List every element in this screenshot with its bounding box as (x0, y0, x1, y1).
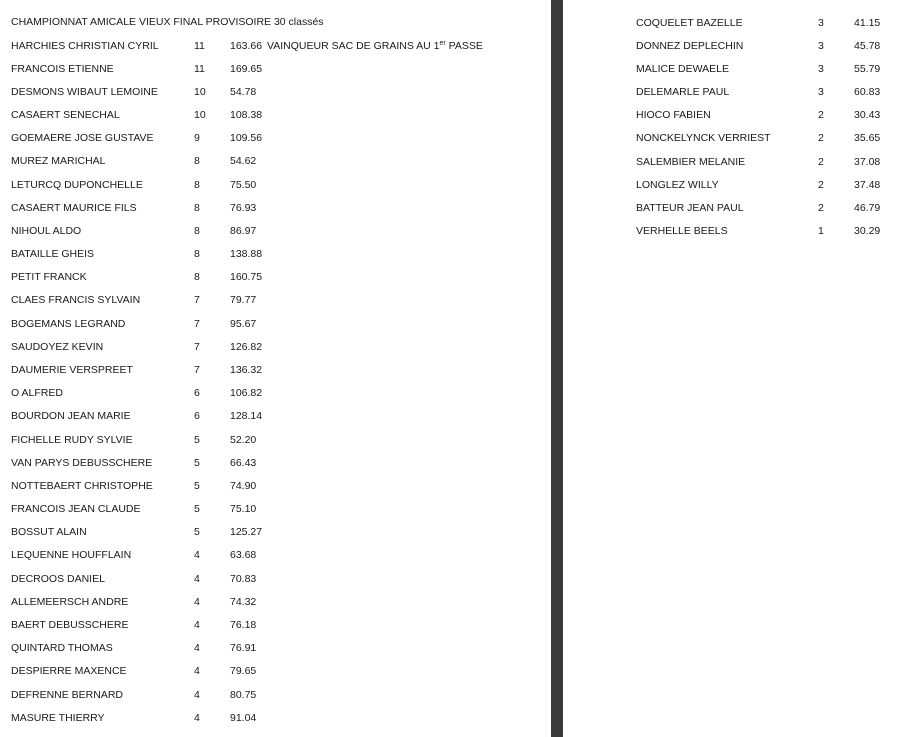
player-time: 63.68 (230, 549, 257, 561)
player-time: 70.83 (230, 573, 257, 585)
player-score: 8 (194, 271, 200, 283)
player-name: NONCKELYNCK VERRIEST (636, 132, 771, 144)
player-time: 37.08 (854, 156, 881, 168)
result-row (563, 201, 924, 215)
result-row (0, 433, 551, 447)
result-row (0, 131, 551, 145)
player-name: HARCHIES CHRISTIAN CYRIL (11, 40, 159, 52)
result-row (0, 502, 551, 516)
player-time: 54.62 (230, 155, 257, 167)
player-score: 8 (194, 225, 200, 237)
player-name: LONGLEZ WILLY (636, 179, 719, 191)
player-score: 6 (194, 387, 200, 399)
player-time: 74.90 (230, 480, 257, 492)
player-time: 37.48 (854, 179, 881, 191)
player-score: 10 (194, 86, 206, 98)
player-name: MUREZ MARICHAL (11, 155, 106, 167)
player-score: 4 (194, 689, 200, 701)
player-name: BOURDON JEAN MARIE (11, 410, 131, 422)
player-score: 4 (194, 665, 200, 677)
player-time: 52.20 (230, 434, 257, 446)
player-name: NIHOUL ALDO (11, 225, 82, 237)
player-name: BATAILLE GHEIS (11, 248, 95, 260)
result-row (0, 62, 551, 76)
player-name: DESPIERRE MAXENCE (11, 665, 127, 677)
player-time: 76.91 (230, 642, 257, 654)
player-score: 8 (194, 155, 200, 167)
player-score: 4 (194, 619, 200, 631)
result-row (0, 247, 551, 261)
result-row (563, 131, 924, 145)
player-time: 30.43 (854, 109, 881, 121)
player-time: 66.43 (230, 457, 257, 469)
player-name: QUINTARD THOMAS (11, 642, 113, 654)
player-name: DEFRENNE BERNARD (11, 689, 124, 701)
player-score: 5 (194, 503, 200, 515)
result-row (0, 711, 551, 725)
result-row (563, 108, 924, 122)
result-row (0, 595, 551, 609)
player-time: 55.79 (854, 63, 881, 75)
player-score: 3 (818, 63, 824, 75)
player-time: 35.65 (854, 132, 881, 144)
result-row (563, 16, 924, 30)
player-score: 4 (194, 573, 200, 585)
player-time: 41.15 (854, 17, 881, 29)
player-score: 5 (194, 526, 200, 538)
winner-note-superscript: er (439, 40, 446, 47)
player-name: O ALFRED (11, 387, 63, 399)
player-score: 3 (818, 86, 824, 98)
player-score: 2 (818, 132, 824, 144)
player-score: 4 (194, 712, 200, 724)
player-name: BAERT DEBUSSCHERE (11, 619, 129, 631)
player-name: FRANCOIS JEAN CLAUDE (11, 503, 141, 515)
player-name: FICHELLE RUDY SYLVIE (11, 434, 133, 446)
result-row (0, 270, 551, 284)
result-row (0, 363, 551, 377)
player-time: 45.78 (854, 40, 881, 52)
player-score: 10 (194, 109, 206, 121)
player-time: 76.18 (230, 619, 257, 631)
player-time: 79.65 (230, 665, 257, 677)
player-name: DELEMARLE PAUL (636, 86, 730, 98)
player-name: LEQUENNE HOUFFLAIN (11, 549, 132, 561)
result-row (0, 386, 551, 400)
player-score: 9 (194, 132, 200, 144)
player-score: 6 (194, 410, 200, 422)
player-score: 3 (818, 17, 824, 29)
right-page (563, 0, 924, 737)
result-row (0, 641, 551, 655)
player-name: COQUELET BAZELLE (636, 17, 743, 29)
result-row (0, 224, 551, 238)
player-name: MASURE THIERRY (11, 712, 105, 724)
result-row (563, 178, 924, 192)
player-time: 138.88 (230, 248, 263, 260)
result-row (0, 201, 551, 215)
player-score: 7 (194, 294, 200, 306)
player-name: GOEMAERE JOSE GUSTAVE (11, 132, 154, 144)
player-time: 75.10 (230, 503, 257, 515)
player-name: DAUMERIE VERSPREET (11, 364, 133, 376)
player-time: 126.82 (230, 341, 263, 353)
result-row (0, 154, 551, 168)
result-row (0, 39, 551, 53)
player-time: 86.97 (230, 225, 257, 237)
player-score: 5 (194, 480, 200, 492)
player-time: 106.82 (230, 387, 263, 399)
result-row (0, 618, 551, 632)
player-name: BATTEUR JEAN PAUL (636, 202, 744, 214)
player-time: 60.83 (854, 86, 881, 98)
result-row (563, 39, 924, 53)
result-row (0, 409, 551, 423)
winner-note-text: VAINQUEUR SAC DE GRAINS AU 1 (267, 40, 440, 52)
player-time: 169.65 (230, 63, 263, 75)
player-name: HIOCO FABIEN (636, 109, 711, 121)
player-score: 7 (194, 364, 200, 376)
player-name: BOSSUT ALAIN (11, 526, 87, 538)
player-score: 5 (194, 434, 200, 446)
player-score: 2 (818, 202, 824, 214)
player-name: NOTTEBAERT CHRISTOPHE (11, 480, 153, 492)
player-score: 3 (818, 40, 824, 52)
winner-note (267, 39, 483, 53)
result-row (0, 456, 551, 470)
result-row (0, 108, 551, 122)
player-time: 128.14 (230, 410, 263, 422)
player-name: FRANCOIS ETIENNE (11, 63, 114, 75)
document-title: CHAMPIONNAT AMICALE VIEUX FINAL PROVISOIRE 30 classés (11, 16, 324, 28)
player-score: 8 (194, 202, 200, 214)
player-name: CASAERT MAURICE FILS (11, 202, 137, 214)
player-time: 75.50 (230, 179, 257, 191)
winner-note-suffix: PASSE (445, 40, 483, 52)
player-name: BOGEMANS LEGRAND (11, 318, 126, 330)
player-time: 163.66 (230, 40, 263, 52)
page-divider (551, 0, 563, 737)
player-name: LETURCQ DUPONCHELLE (11, 179, 143, 191)
result-row (0, 479, 551, 493)
player-name: MALICE DEWAELE (636, 63, 729, 75)
result-row (563, 155, 924, 169)
result-row (0, 548, 551, 562)
player-score: 7 (194, 318, 200, 330)
player-score: 11 (194, 40, 205, 52)
player-name: DECROOS DANIEL (11, 573, 105, 585)
player-time: 74.32 (230, 596, 257, 608)
player-time: 54.78 (230, 86, 257, 98)
result-row (0, 178, 551, 192)
player-score: 4 (194, 642, 200, 654)
result-row (563, 62, 924, 76)
player-name: SALEMBIER MELANIE (636, 156, 746, 168)
player-time: 108.38 (230, 109, 263, 121)
player-name: DONNEZ DEPLECHIN (636, 40, 744, 52)
player-time: 109.56 (230, 132, 263, 144)
player-name: ALLEMEERSCH ANDRE (11, 596, 129, 608)
player-score: 2 (818, 179, 824, 191)
player-score: 7 (194, 341, 200, 353)
player-time: 136.32 (230, 364, 263, 376)
player-time: 95.67 (230, 318, 257, 330)
player-name: CLAES FRANCIS SYLVAIN (11, 294, 141, 306)
result-row (0, 317, 551, 331)
player-time: 79.77 (230, 294, 257, 306)
result-row (0, 340, 551, 354)
player-name: CASAERT SENECHAL (11, 109, 120, 121)
player-name: SAUDOYEZ KEVIN (11, 341, 104, 353)
result-row (563, 85, 924, 99)
player-time: 80.75 (230, 689, 257, 701)
player-name: DESMONS WIBAUT LEMOINE (11, 86, 158, 98)
player-score: 11 (194, 63, 205, 75)
result-row (0, 572, 551, 586)
player-score: 5 (194, 457, 200, 469)
player-name: PETIT FRANCK (11, 271, 87, 283)
player-name: VERHELLE BEELS (636, 225, 728, 237)
player-score: 8 (194, 248, 200, 260)
result-row (0, 85, 551, 99)
player-time: 76.93 (230, 202, 257, 214)
result-row (0, 664, 551, 678)
player-time: 160.75 (230, 271, 263, 283)
player-time: 30.29 (854, 225, 881, 237)
player-score: 2 (818, 156, 824, 168)
player-time: 125.27 (230, 526, 263, 538)
result-row (0, 688, 551, 702)
result-row (0, 525, 551, 539)
result-row (563, 224, 924, 238)
player-score: 4 (194, 596, 200, 608)
player-score: 8 (194, 179, 200, 191)
player-score: 4 (194, 549, 200, 561)
player-time: 46.79 (854, 202, 881, 214)
player-name: VAN PARYS DEBUSSCHERE (11, 457, 153, 469)
player-score: 1 (818, 225, 824, 237)
player-score: 2 (818, 109, 824, 121)
result-row (0, 293, 551, 307)
player-time: 91.04 (230, 712, 257, 724)
